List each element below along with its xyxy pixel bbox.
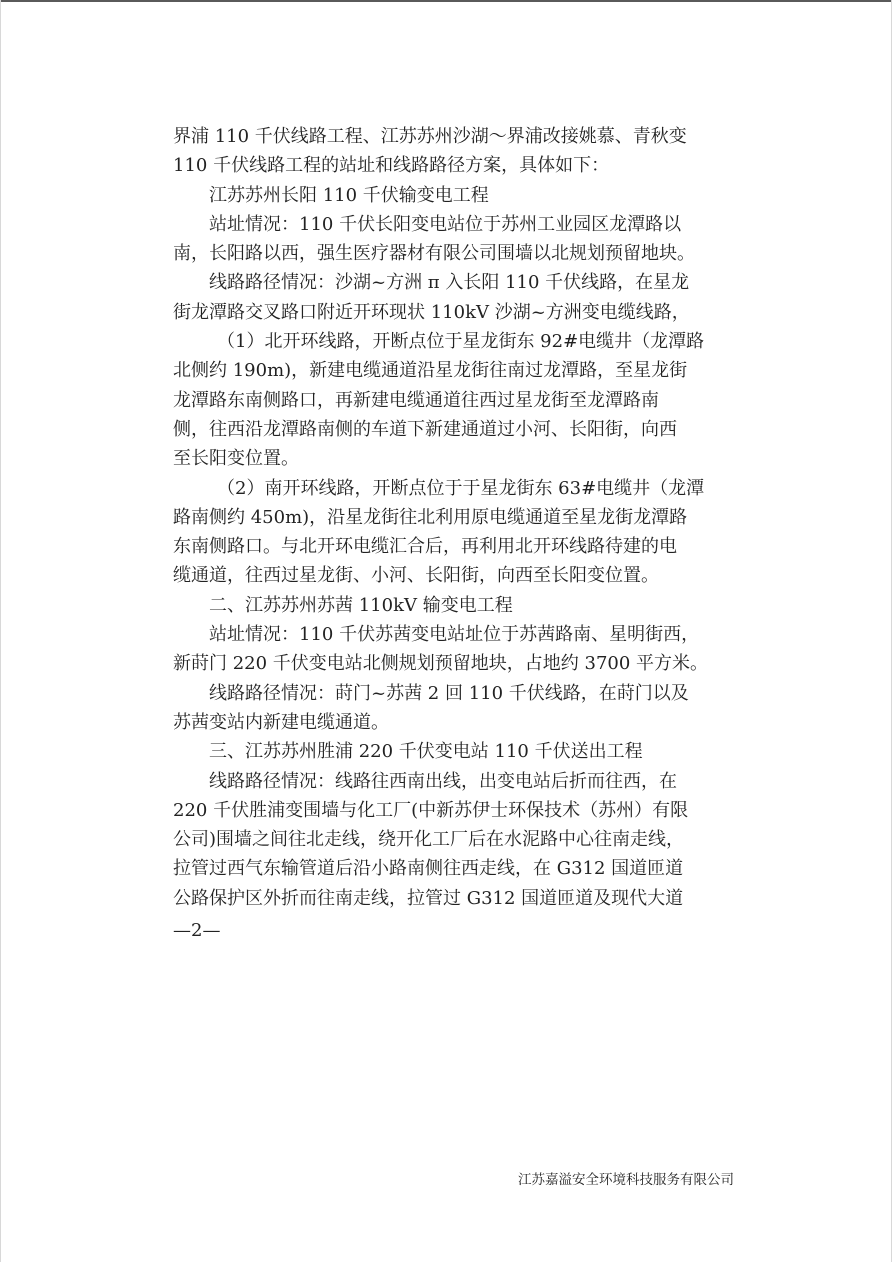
text-line: 220 千伏胜浦变围墙与化工厂(中新苏伊士环保技术（苏州）有限 [173, 799, 689, 821]
text-line: 江苏苏州长阳 110 千伏输变电工程 [209, 184, 489, 206]
text-line: 线路路径情况：沙湖~方洲 π 入长阳 110 千伏线路，在星龙 [209, 272, 690, 294]
text-line: 110 千伏线路工程的站址和线路路径方案，具体如下： [173, 155, 610, 177]
text-line: 至长阳变位置。 [173, 448, 299, 470]
text-line: 三、江苏苏州胜浦 220 千伏变电站 110 千伏送出工程 [209, 741, 643, 763]
text-line: 公司)围墙之间往北走线，绕开化工厂后在水泥路中心往南走线， [173, 829, 685, 851]
text-line: 南，长阳路以西，强生医疗器材有限公司围墙以北规划预留地块。 [173, 243, 695, 265]
text-line: 新莳门 220 千伏变电站北侧规划预留地块，占地约 3700 平方米。 [173, 653, 709, 675]
page-number: —2— [173, 920, 221, 941]
text-line: 龙潭路东南侧路口，再新建电缆通道往西过星龙街至龙潭路南 [173, 389, 659, 411]
text-line: 界浦 110 千伏线路工程、江苏苏州沙湖～界浦改接姚慕、青秋变 [173, 126, 687, 147]
text-line: 路南侧约 450m)，沿星龙街往北利用原电缆通道至星龙街龙潭路 [173, 506, 688, 528]
text-line: 站址情况：110 千伏长阳变电站位于苏州工业园区龙潭路以 [209, 213, 682, 235]
text-line: （1）北开环线路，开断点位于星龙街东 92#电缆井（龙潭路 [217, 331, 705, 353]
footer-company: 江苏嘉溢安全环境科技服务有限公司 [518, 1172, 734, 1188]
text-line: 缆通道，往西过星龙街、小河、长阳街，向西至长阳变位置。 [173, 565, 659, 587]
text-line: 苏茜变站内新建电缆通道。 [173, 711, 389, 733]
body-text [173, 122, 725, 913]
text-line: 北侧约 190m)，新建电缆通道沿星龙街往南过龙潭路，至星龙街 [173, 360, 688, 382]
text-line: 站址情况：110 千伏苏茜变电站址位于苏茜路南、星明街西， [209, 624, 700, 646]
text-line: 线路路径情况：线路往西南出线，出变电站后折而往西，在 [209, 770, 677, 792]
text-line: （2）南开环线路，开断点位于于星龙街东 63#电缆井（龙潭 [217, 477, 705, 499]
scan-left-border [0, 0, 1, 1262]
text-line: 街龙潭路交叉路口附近开环现状 110kV 沙湖~方洲变电缆线路， [173, 301, 690, 323]
text-line: 线路路径情况：莳门~苏茜 2 回 110 千伏线路，在莳门以及 [209, 682, 689, 704]
text-line: 二、江苏苏州苏茜 110kV 输变电工程 [209, 594, 513, 616]
text-line: 公路保护区外折而往南走线，拉管过 G312 国道匝道及现代大道 [173, 887, 684, 909]
text-line: 拉管过西气东输管道后沿小路南侧往西走线，在 G312 国道匝道 [173, 858, 684, 880]
text-line: 侧，往西沿龙潭路南侧的车道下新建通道过小河、长阳街，向西 [173, 418, 677, 440]
scan-top-border [0, 0, 892, 2]
text-line: 东南侧路口。与北开环电缆汇合后，再利用北开环线路待建的电 [173, 536, 677, 558]
